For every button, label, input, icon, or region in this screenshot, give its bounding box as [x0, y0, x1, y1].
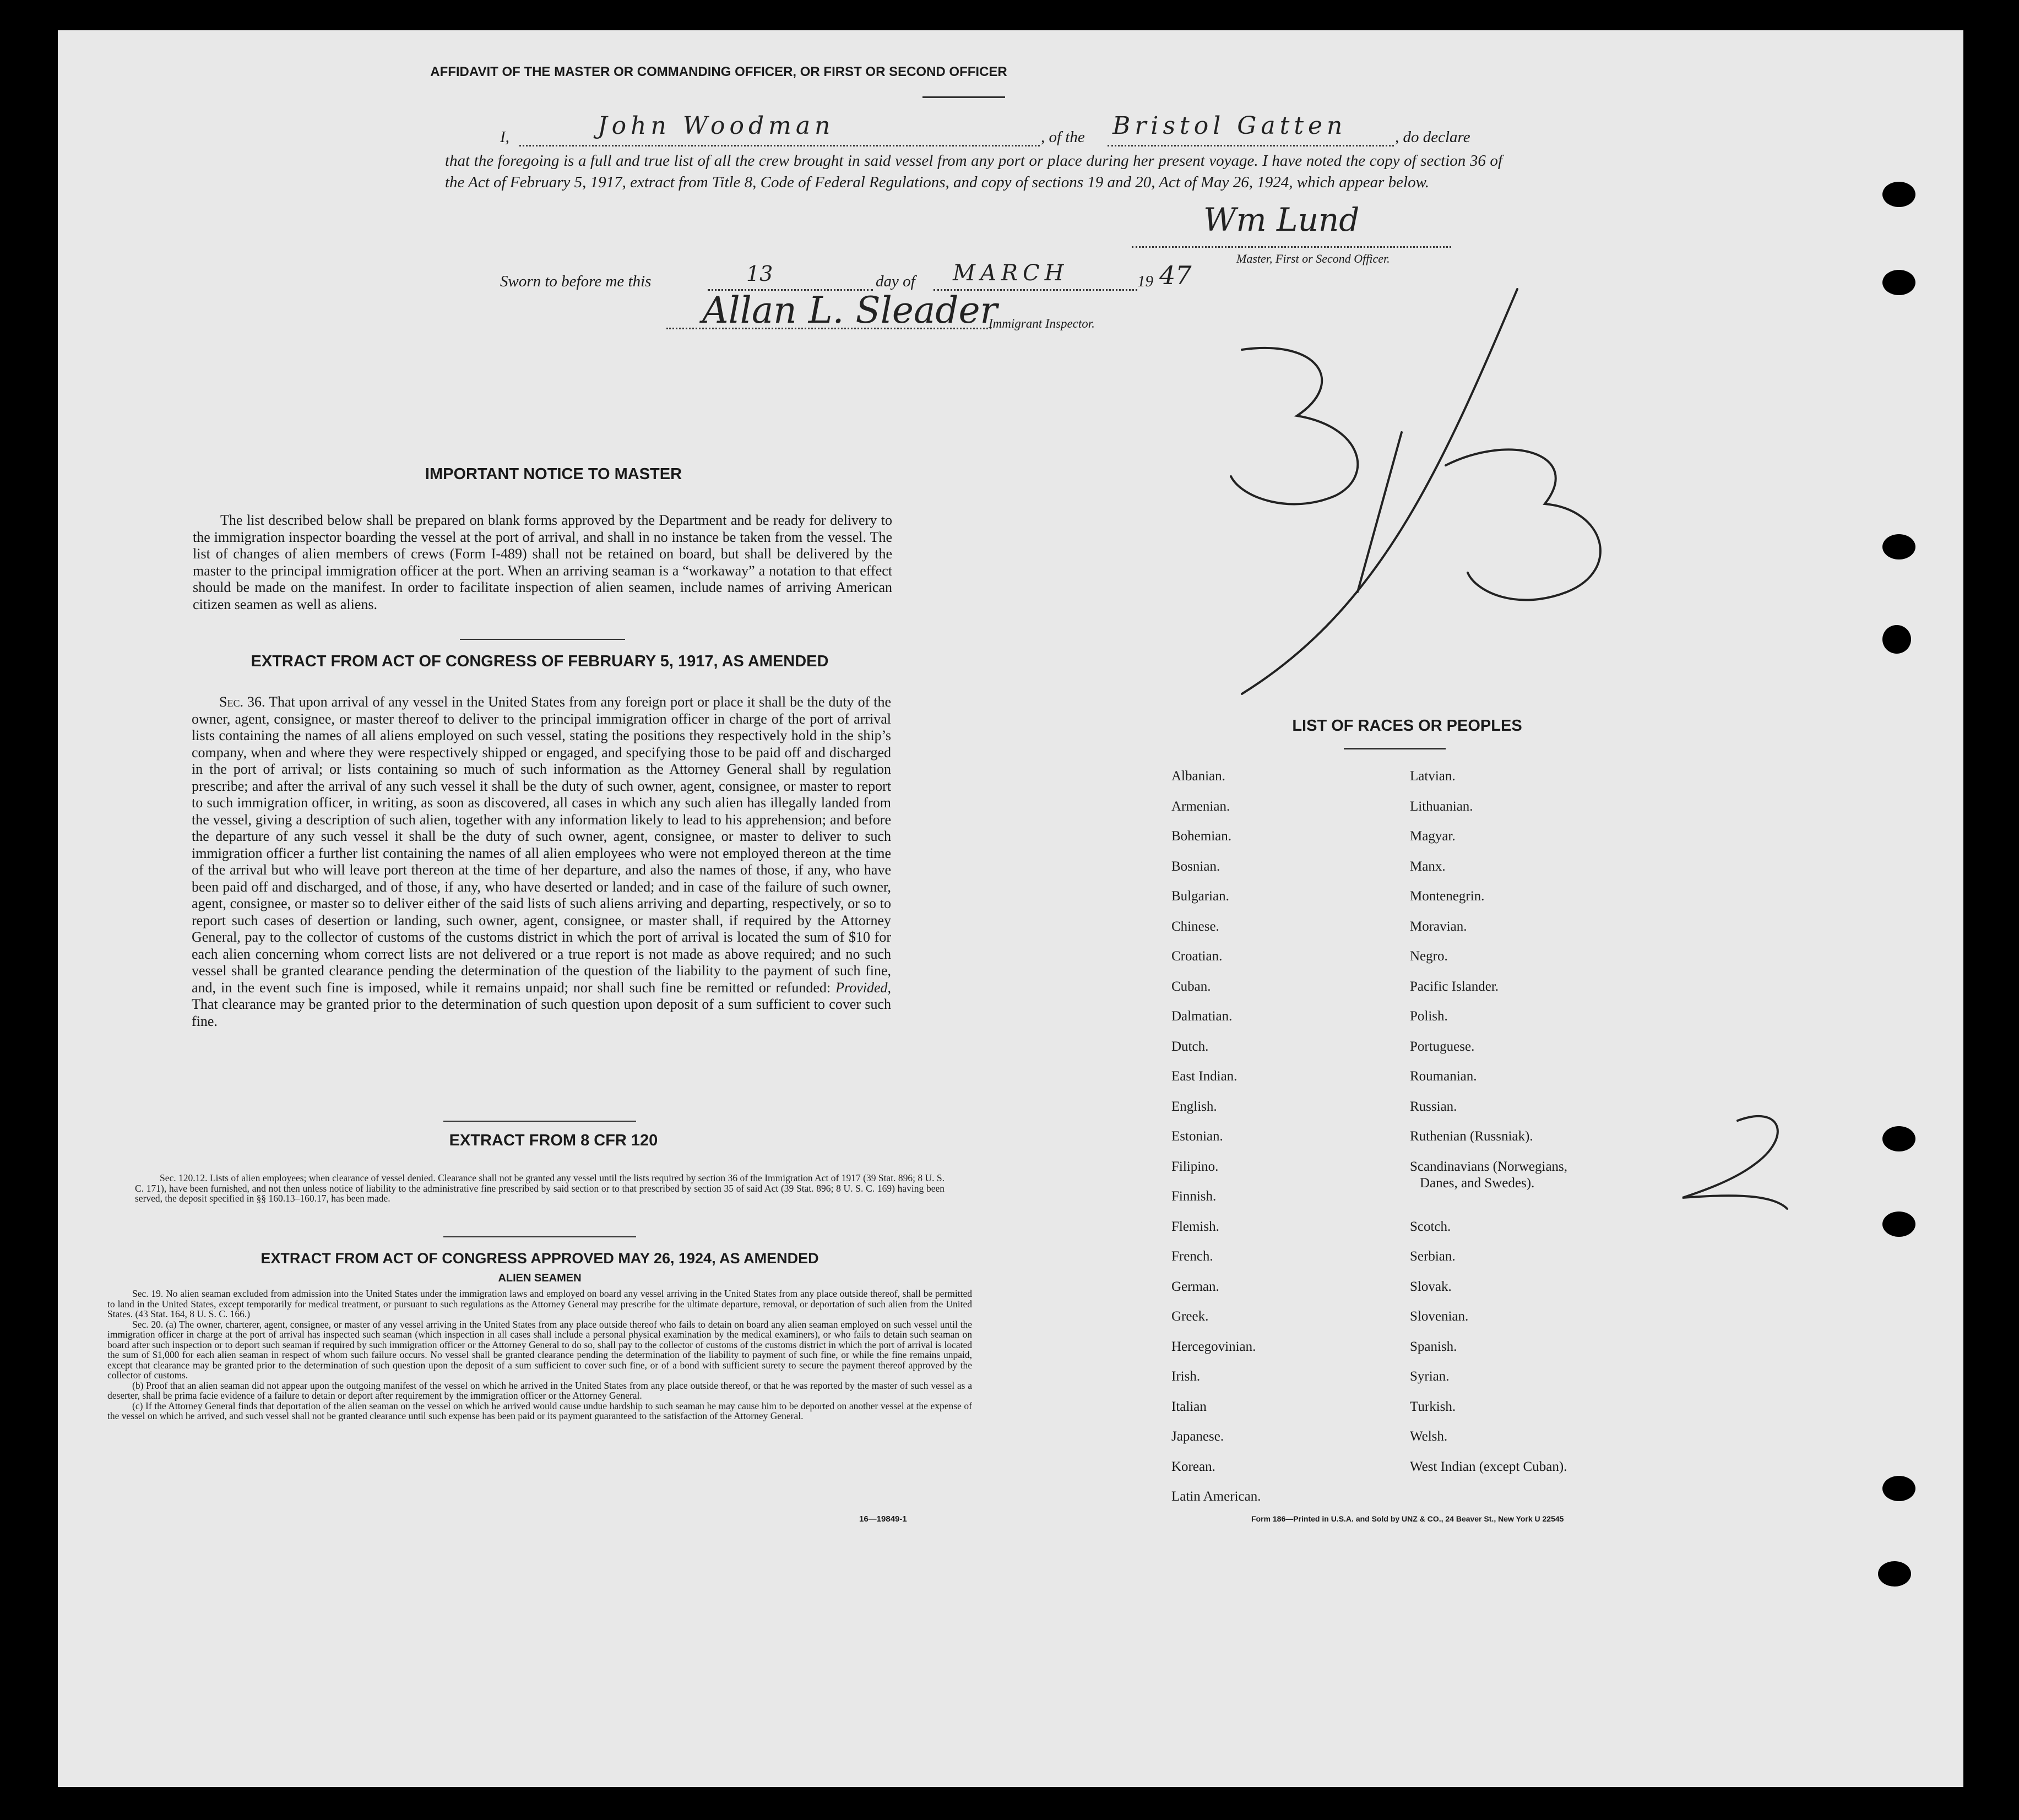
inspector-caption: Immigrant Inspector. [989, 317, 1095, 330]
race-item: Chinese. [1171, 919, 1219, 934]
printer-line: Form 186—Printed in U.S.A. and Sold by UNZ & CO., 24 Beaver St., New York U 22545 [1251, 1514, 1564, 1523]
race-item: German. [1171, 1279, 1219, 1294]
race-item: French. [1171, 1249, 1213, 1264]
race-item: Polish. [1410, 1009, 1448, 1024]
race-item: Dutch. [1171, 1039, 1209, 1054]
master-signature: Wm Lund [1203, 201, 1360, 238]
notice-title: IMPORTANT NOTICE TO MASTER [425, 465, 682, 483]
race-item: East Indian. [1171, 1069, 1238, 1084]
sworn-year: 47 [1159, 260, 1192, 290]
race-item: Scotch. [1410, 1219, 1451, 1234]
race-item: Albanian. [1171, 769, 1225, 784]
binder-hole [1882, 1211, 1915, 1237]
race-item: Bulgarian. [1171, 889, 1229, 904]
race-item: Latin American. [1171, 1489, 1261, 1504]
provided-label: Provided, [835, 979, 891, 996]
extract-1917-rule [443, 1121, 636, 1122]
extract-1924-subtitle: ALIEN SEAMEN [498, 1272, 582, 1284]
document-page [58, 30, 1963, 1787]
race-item: Spanish. [1410, 1339, 1457, 1354]
extract-1917-body [192, 694, 891, 1030]
race-item: Slovak. [1410, 1279, 1452, 1294]
form-code: 16—19849-1 [859, 1514, 907, 1524]
race-item: Slovenian. [1410, 1309, 1469, 1324]
master-name: John Woodman [598, 112, 835, 140]
race-item: Japanese. [1171, 1429, 1224, 1444]
race-item: Croatian. [1171, 949, 1223, 964]
binder-hole [1878, 1561, 1911, 1587]
sworn-day-of: day of [876, 273, 915, 290]
affidavit-declare: , do declare [1395, 128, 1470, 146]
race-item: Magyar. [1410, 829, 1456, 844]
notice-rule [460, 639, 625, 640]
extract-cfr-rule [443, 1236, 636, 1237]
binder-hole [1882, 625, 1911, 654]
race-item: Latvian. [1410, 769, 1456, 784]
extract-1924-body [107, 1289, 972, 1421]
affidavit-of-the: , of the [1041, 128, 1085, 146]
sec-20b: (b) Proof that an alien seaman did not appear upon the outgoing manifest of the vessel on which he arrived in the United States from any place outside thereof, or that he was reported by the master of such vessel as a deserter, shall be prima facie evidence of a failure to detain or deport after requirement by the immigration officer or the Attorney General. [107, 1379, 972, 1401]
race-item: Scandinavians (Norwegians, [1410, 1159, 1568, 1174]
race-item: Welsh. [1410, 1429, 1448, 1444]
binder-hole [1882, 1476, 1915, 1501]
race-item: Finnish. [1171, 1189, 1217, 1204]
races-title: LIST OF RACES OR PEOPLES [1292, 717, 1522, 735]
race-item: English. [1171, 1099, 1217, 1114]
race-item: Irish. [1171, 1369, 1201, 1384]
sec-36-text: That upon arrival of any vessel in the United States from any foreign port or place it shall be the duty of the owner, agent, consignee, or master thereof to deliver to the principal immigration officer in charge of the port of arrival lists containing the names of all aliens employed on such vessel, stating the positions they respectively hold in the ship’s company, when and where they were respectively shipped or engaged, and specifying those to be paid off and discharged in the port of arrival; or lists containing so much of such information as the Attorney General shall by regulation prescribe; and after the arrival of any such vessel it shall be the duty of such owner, agent, consignee, or master to report to such immigration officer, in writing, as soon as discovered, all cases in which any such alien has illegally landed from the vessel, giving a description of such alien, together with any information likely to lead to his apprehension; and before the departure of any such vessel it shall be the duty of such owner, agent, consignee, or master to deliver to such immigration officer a further list containing the names of all alien employees who were not employed thereon at the time of the arrival but who will leave port thereon at the time of her departure, and also the names of those, if any, who have been paid off and discharged, and of those, if any, who have deserted or landed; and in case of the failure of such owner, agent, consignee, or master so to deliver either of the said lists of such aliens arriving and departing, respectively, or so to report such cases of desertion or landing, such owner, agent, consignee, or master shall, if required by the Attorney General, pay to the collector of customs of the customs district in which the port of arrival is located the sum of $10 for each alien concerning whom correct lists are not delivered or a true report is not made as above required; and no such vessel shall be granted clearance pending the determination of the question of the liability to the payment of such fine, and, in the event such fine is imposed, while it remains unpaid; nor shall such fine be remitted or refunded: [192, 694, 892, 996]
race-item: Lithuanian. [1410, 798, 1473, 814]
binder-hole [1882, 534, 1915, 559]
race-item: Korean. [1171, 1459, 1215, 1474]
race-item: Italian [1171, 1399, 1207, 1414]
sec-20c: (c) If the Attorney General finds that deportation of the alien seaman on the vessel on which he arrived would cause undue hardship to such seaman he may cause him to be deported on another vessel at the expense of the vessel on which he arrived, and such vessel shall not be granted clearance until such expense has been paid or its payment guaranteed to the satisfaction of the Attorney General. [107, 1400, 972, 1421]
race-item: Portuguese. [1410, 1039, 1475, 1054]
race-item: Syrian. [1410, 1369, 1450, 1384]
sec-19: Sec. 19. No alien seaman excluded from admission into the United States under the immigration laws and employed on board any vessel arriving in the United States from any place outside thereof, shall be permitted to land in the United States, except temporarily for medical treatment, or pursuant to such regulations as the Attorney General may prescribe for the ultimate departure, removal, or deportation of such alien from the United States. (43 Stat. 164, 8 U. S. C. 166.) [107, 1288, 972, 1319]
sworn-year-prefix: 19 [1137, 273, 1153, 290]
race-item: Dalmatian. [1171, 1009, 1233, 1024]
notice-body: The list described below shall be prepared on blank forms approved by the Department and be ready for delivery to the immigration inspector boarding the vessel at the port of arrival, and shall in no instance be taken from the vessel. The list of changes of alien members of crews (Form I-489) shall not be retained on board, but shall be delivered by the master to the principal immigration officer at the port. When an arriving seaman is a “workaway” a notation to that effect should be made on the manifest. In order to facilitate inspection of alien seamen, include names of arriving American citizen seamen as well as aliens. [193, 512, 892, 612]
race-item: Flemish. [1171, 1219, 1219, 1234]
sworn-prefix: Sworn to before me this [500, 273, 652, 290]
race-item: Manx. [1410, 859, 1446, 874]
affidavit-prefix: I, [500, 128, 509, 146]
race-item: Negro. [1410, 949, 1448, 964]
extract-1924-title: EXTRACT FROM ACT OF CONGRESS APPROVED MAY 26, 1924, AS AMENDED [260, 1250, 819, 1267]
race-item: West Indian (except Cuban). [1410, 1459, 1567, 1474]
sec-36-end: That clearance may be granted prior to the determination of such question upon deposit of a sum sufficient to cover such fine. [192, 996, 891, 1029]
race-item: Russian. [1410, 1099, 1457, 1114]
signature-caption: Master, First or Second Officer. [1236, 252, 1390, 265]
vessel-name: Bristol Gatten [1112, 112, 1347, 140]
race-item: Estonian. [1171, 1129, 1223, 1144]
binder-hole [1882, 182, 1915, 207]
race-item: Montenegrin. [1410, 889, 1485, 904]
extract-cfr-body: Sec. 120.12. Lists of alien employees; when clearance of vessel denied. Clearance shall not be granted any vessel until the lists required by section 36 of the Immigration Act of 1917 (39 Stat. 896; 8 U. S. C. 171), have been furnished, and not then unless notice of liability to the administrative fine prescribed by said section or to that prescribed by section 35 of said Act (39 Stat. 896; 8 U. S. C. 169) having been served, the deposit specified in §§ 160.13–160.17, has been made. [135, 1172, 945, 1204]
race-item-continuation: Danes, and Swedes). [1420, 1175, 1535, 1191]
affidavit-title: AFFIDAVIT OF THE MASTER OR COMMANDING OFFICER, OR FIRST OR SECOND OFFICER [430, 64, 1007, 79]
race-item: Armenian. [1171, 798, 1230, 814]
race-item: Turkish. [1410, 1399, 1456, 1414]
sworn-month: MARCH [953, 260, 1069, 286]
race-item: Cuban. [1171, 979, 1211, 994]
race-item: Pacific Islander. [1410, 979, 1499, 994]
race-item: Serbian. [1410, 1249, 1456, 1264]
extract-1917-title: EXTRACT FROM ACT OF CONGRESS OF FEBRUARY 5, 1917, AS AMENDED [251, 653, 829, 670]
race-item: Filipino. [1171, 1159, 1219, 1174]
race-item: Bohemian. [1171, 829, 1232, 844]
races-rule [1344, 748, 1446, 749]
sec-20a: Sec. 20. (a) The owner, charterer, agent, consignee, or master of any vessel arriving in the United States from any place outside thereof who fails to detain on board any alien seaman employed on such vessel until the immigration officer in charge at the port of arrival has inspected such seaman (which inspection in all cases shall include a personal physical examination by the medical examiners), or who fails to detain such seaman on board after such inspection or to deport such seaman if required by such immigration officer or the Attorney General to do so, shall pay to the collector of customs of the customs district in which the port of arrival is located the sum of $1,000 for each alien seaman in respect of whom such failure occurs. No vessel shall be granted clearance pending the determination of the liability to payment of such fine, or while the fine remains unpaid, except that clearance may be granted prior to the determination of such question upon the deposit of a sum sufficient to cover such fine, or of a bond with sufficient surety to secure the payment thereof approved by the collector of customs. [107, 1318, 972, 1381]
binder-hole [1882, 270, 1915, 295]
extract-cfr-title: EXTRACT FROM 8 CFR 120 [449, 1132, 658, 1149]
sworn-day: 13 [746, 262, 773, 286]
sec-36-label: Sec. 36. [219, 694, 265, 710]
race-item: Roumanian. [1410, 1069, 1477, 1084]
affidavit-body: that the foregoing is a full and true list of all the crew brought in said vessel from any port or place during her present voyage. I have noted the copy of section 36 of the Act of February 5, 1917, extract from Title 8, Code of Federal Regulations, and copy of sections 19 and 20, Act of May 26, 1924, which appear below. [445, 152, 1502, 191]
binder-hole [1882, 1126, 1915, 1151]
race-item: Ruthenian (Russniak). [1410, 1129, 1533, 1144]
race-item: Bosnian. [1171, 859, 1220, 874]
inspector-signature: Allan L. Sleader [702, 289, 998, 332]
race-item: Greek. [1171, 1309, 1209, 1324]
race-item: Hercegovinian. [1171, 1339, 1256, 1354]
race-item: Moravian. [1410, 919, 1467, 934]
